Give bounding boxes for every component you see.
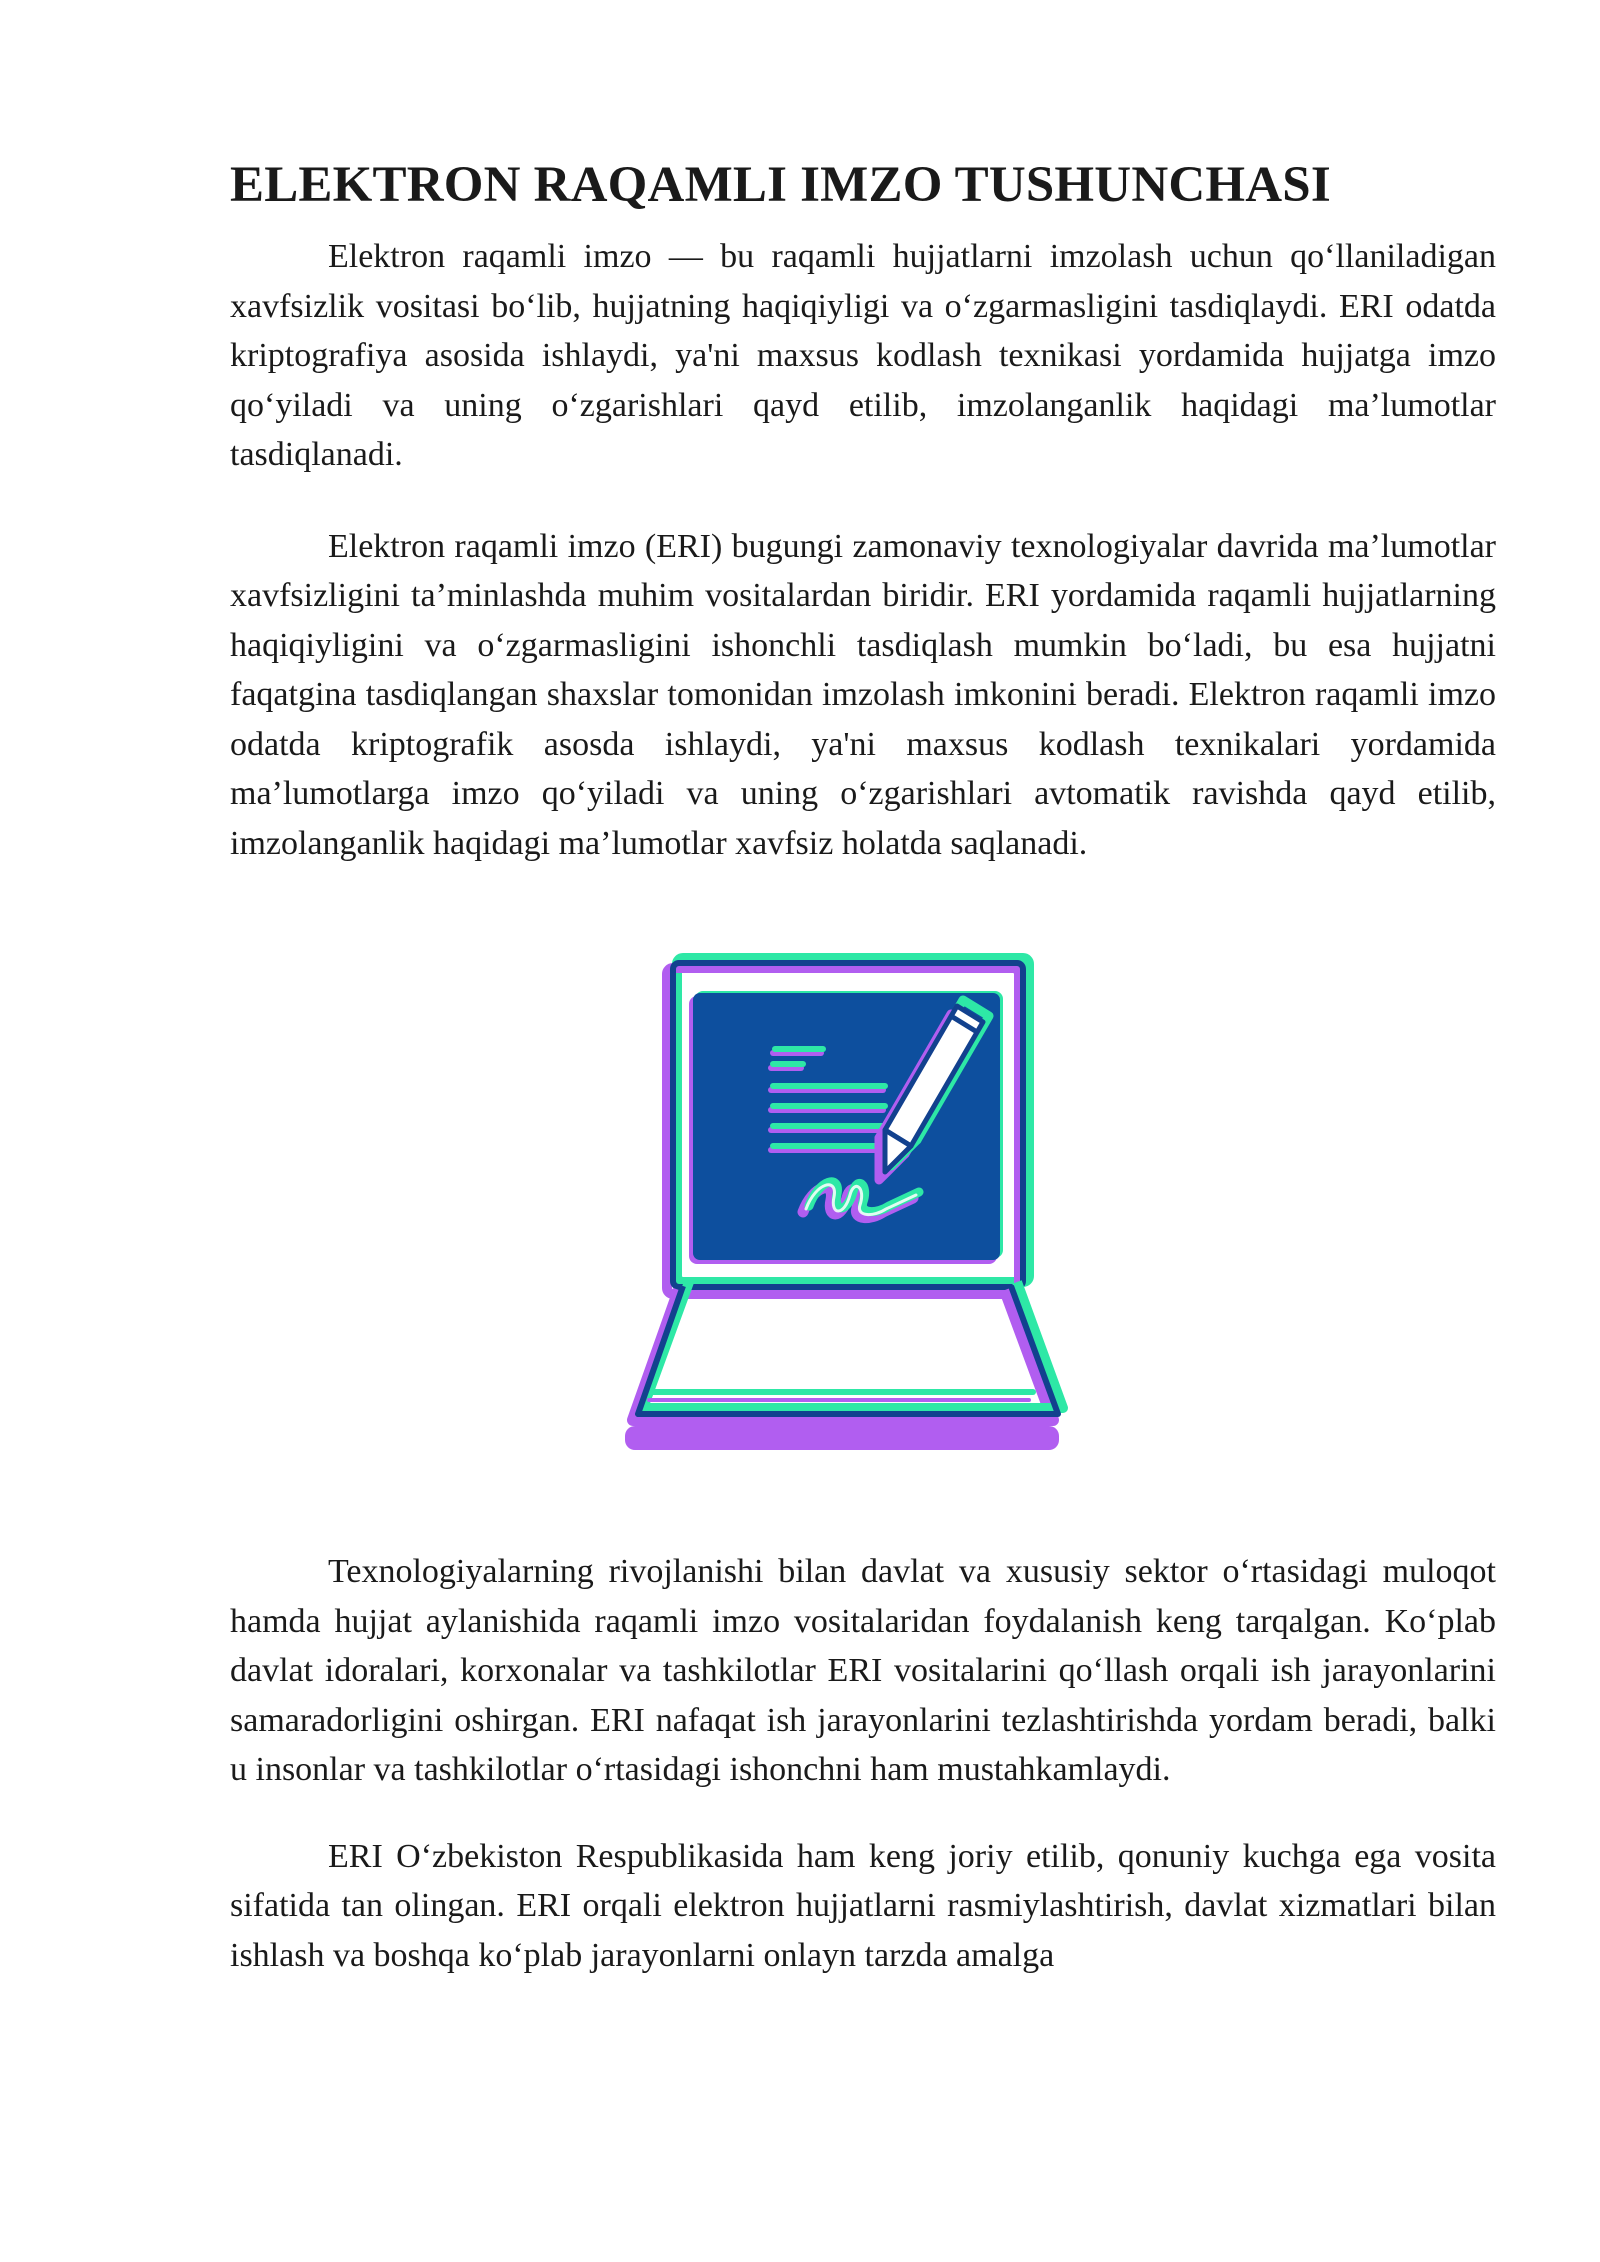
paragraph-2: Elektron raqamli imzo (ERI) bugungi zamonaviy texnologiyalar davrida ma’lumotlar xavfsizligini ta’minlashda muhim vositalardan biridir. ERI yordamida raqamli hujjatlarning haqiqiyligini va o‘zgarmasligini ishonchli tasdiqlash mumkin bo‘ladi, bu esa hujjatni faqatgina tasdiqlangan shaxslar tomonidan imzolash imkonini beradi. Elektron raqamli imzo odatda kriptografik asosda ishlaydi, ya'ni maxsus kodlash texnikalari yordamida ma’lumotlarga imzo qo‘yiladi va uning o‘zgarishlari avtomatik ravishda qayd etilib, imzolanganlik haqidagi ma’lumotlar xavfsiz holatda saqlanadi. <box>230 527 1496 862</box>
paragraph-3: Texnologiyalarning rivojlanishi bilan davlat va xususiy sektor o‘rtasidagi muloqot hamda hujjat aylanishida raqamli imzo vositalaridan foydalanish keng tarqalgan. Ko‘plab davlat idoralari, korxonalar va tashkilotlar ERI vositalarini qo‘llash orqali ish jarayonlarini samaradorligini oshirgan. ERI nafaqat ish jarayonlarini tezlashtirishda yordam beradi, balki u insonlar va tashkilotlar o‘rtasidagi ishonchni ham mustahkamlaydi. <box>230 1553 1496 1788</box>
document-title: ELEKTRON RAQAMLI IMZO TUSHUNCHASI <box>230 157 1331 213</box>
illustration <box>230 950 1496 1490</box>
paragraph-1: Elektron raqamli imzo — bu raqamli hujjatlarni imzolash uchun qo‘llaniladigan xavfsizlik vositasi bo‘lib, hujjatning haqiqiyligi va o‘zgarmasligini tasdiqlaydi. ERI odatda kriptografiya asosida ishlaydi, ya'ni maxsus kodlash texnikasi yordamida hujjatga imzo qo‘yiladi va uning o‘zgarishlari qayd etilib, imzolanganlik haqidagi ma’lumotlar tasdiqlanadi. <box>230 238 1496 473</box>
laptop-signature-icon <box>613 950 1113 1490</box>
document-page <box>230 150 1496 1980</box>
paragraph-4: ERI O‘zbekiston Respublikasida ham keng joriy etilib, qonuniy kuchga ega vosita sifatida tan olingan. ERI orqali elektron hujjatlarni rasmiylashtirish, davlat xizmatlari bilan ishlash va boshqa ko‘plab jarayonlarni onlayn tarzda amalga <box>230 1837 1496 1974</box>
